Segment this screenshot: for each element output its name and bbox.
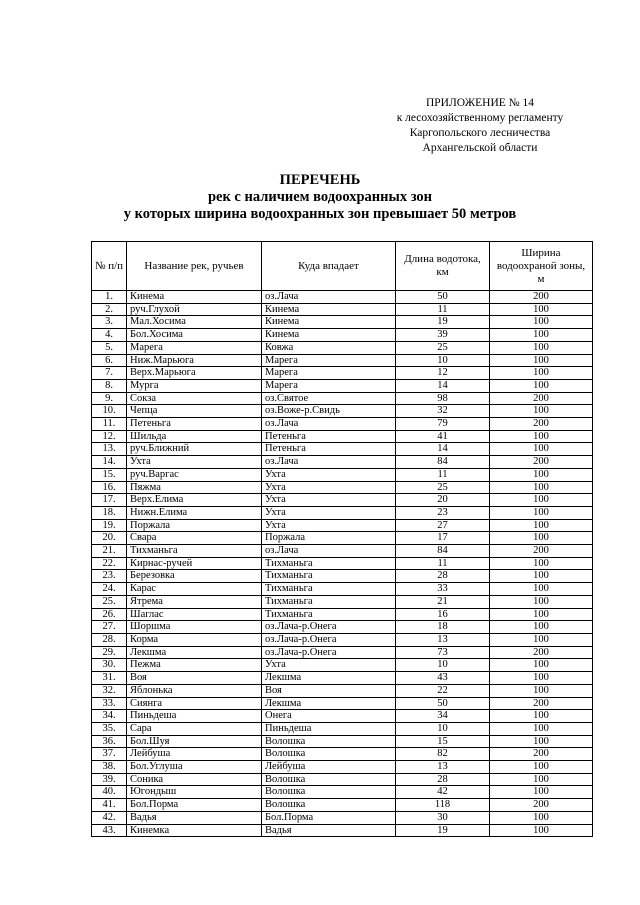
cell-length: 16 [396, 608, 490, 621]
cell-number: 35. [92, 722, 127, 735]
cell-width: 100 [490, 354, 593, 367]
cell-river-name: Шильда [127, 430, 262, 443]
table-row [92, 735, 593, 748]
cell-outflow: Ухта [262, 659, 396, 672]
table-row [92, 722, 593, 735]
column-header-name: Название рек, ручьев [127, 242, 262, 291]
cell-river-name: Шоршма [127, 621, 262, 634]
cell-length: 118 [396, 799, 490, 812]
cell-outflow: Волошка [262, 773, 396, 786]
appendix-line-3: Архангельской области [422, 142, 538, 154]
table-row [92, 418, 593, 431]
table-row [92, 354, 593, 367]
table-row [92, 646, 593, 659]
cell-width: 100 [490, 621, 593, 634]
cell-number: 24. [92, 583, 127, 596]
cell-width: 100 [490, 494, 593, 507]
table-row [92, 557, 593, 570]
cell-number: 14. [92, 456, 127, 469]
cell-river-name: Нижн.Елима [127, 506, 262, 519]
cell-outflow: Ухта [262, 506, 396, 519]
cell-number: 4. [92, 329, 127, 342]
column-header-outflow: Куда впадает [262, 242, 396, 291]
cell-number: 5. [92, 341, 127, 354]
cell-length: 27 [396, 519, 490, 532]
table-row [92, 392, 593, 405]
cell-outflow: оз.Лача [262, 545, 396, 558]
cell-outflow: оз.Лача-р.Онега [262, 621, 396, 634]
table-row [92, 532, 593, 545]
cell-width: 100 [490, 379, 593, 392]
cell-length: 84 [396, 545, 490, 558]
cell-width: 100 [490, 329, 593, 342]
table-row [92, 494, 593, 507]
cell-width: 100 [490, 608, 593, 621]
cell-number: 23. [92, 570, 127, 583]
cell-river-name: Ухта [127, 456, 262, 469]
table-row [92, 481, 593, 494]
cell-number: 6. [92, 354, 127, 367]
cell-river-name: Лекшма [127, 646, 262, 659]
cell-width: 200 [490, 697, 593, 710]
cell-river-name: Карас [127, 583, 262, 596]
cell-width: 100 [490, 367, 593, 380]
cell-outflow: Тихманьга [262, 570, 396, 583]
cell-river-name: руч.Глухой [127, 303, 262, 316]
column-header-length: Длина водотока, км [396, 242, 490, 291]
cell-outflow: оз.Воже-р.Свидь [262, 405, 396, 418]
cell-outflow: Волошка [262, 786, 396, 799]
table-row [92, 545, 593, 558]
cell-number: 39. [92, 773, 127, 786]
cell-number: 17. [92, 494, 127, 507]
cell-width: 100 [490, 557, 593, 570]
cell-width: 200 [490, 646, 593, 659]
cell-width: 100 [490, 811, 593, 824]
cell-number: 43. [92, 824, 127, 837]
cell-river-name: Верх.Елима [127, 494, 262, 507]
cell-length: 25 [396, 341, 490, 354]
cell-number: 12. [92, 430, 127, 443]
cell-width: 100 [490, 443, 593, 456]
cell-width: 100 [490, 481, 593, 494]
cell-length: 11 [396, 557, 490, 570]
cell-river-name: Мал.Хосима [127, 316, 262, 329]
cell-width: 100 [490, 684, 593, 697]
cell-number: 38. [92, 761, 127, 774]
cell-outflow: оз.Лача-р.Онега [262, 633, 396, 646]
cell-length: 42 [396, 786, 490, 799]
cell-river-name: Ятрема [127, 595, 262, 608]
cell-outflow: Кинема [262, 329, 396, 342]
cell-length: 10 [396, 354, 490, 367]
cell-outflow: Вадья [262, 824, 396, 837]
cell-number: 37. [92, 748, 127, 761]
cell-river-name: Кирнас-ручей [127, 557, 262, 570]
cell-outflow: Волошка [262, 748, 396, 761]
cell-width: 100 [490, 583, 593, 596]
cell-number: 40. [92, 786, 127, 799]
cell-length: 41 [396, 430, 490, 443]
cell-river-name: Пежма [127, 659, 262, 672]
table-row [92, 341, 593, 354]
cell-number: 36. [92, 735, 127, 748]
cell-width: 100 [490, 341, 593, 354]
cell-river-name: Корма [127, 633, 262, 646]
cell-number: 8. [92, 379, 127, 392]
cell-outflow: Поржала [262, 532, 396, 545]
cell-number: 25. [92, 595, 127, 608]
table-row [92, 595, 593, 608]
cell-river-name: Верх.Марьюга [127, 367, 262, 380]
cell-river-name: Бол.Хосима [127, 329, 262, 342]
cell-number: 27. [92, 621, 127, 634]
table-row [92, 697, 593, 710]
cell-length: 17 [396, 532, 490, 545]
cell-number: 34. [92, 710, 127, 723]
cell-outflow: Тихманьга [262, 583, 396, 596]
table-row [92, 405, 593, 418]
table-row [92, 430, 593, 443]
cell-outflow: Пиньдеша [262, 722, 396, 735]
table-row [92, 621, 593, 634]
table-row [92, 799, 593, 812]
table-row [92, 303, 593, 316]
table-row [92, 583, 593, 596]
cell-width: 100 [490, 316, 593, 329]
cell-number: 1. [92, 291, 127, 304]
cell-outflow: Лейбуша [262, 761, 396, 774]
cell-length: 11 [396, 468, 490, 481]
cell-number: 21. [92, 545, 127, 558]
document-title [60, 172, 580, 223]
cell-width: 200 [490, 748, 593, 761]
cell-outflow: Петеньга [262, 430, 396, 443]
cell-outflow: Тихманьга [262, 557, 396, 570]
table-row [92, 316, 593, 329]
cell-width: 100 [490, 672, 593, 685]
cell-width: 100 [490, 633, 593, 646]
cell-outflow: Воя [262, 684, 396, 697]
cell-length: 15 [396, 735, 490, 748]
cell-width: 100 [490, 735, 593, 748]
cell-river-name: Шаглас [127, 608, 262, 621]
table-row [92, 367, 593, 380]
cell-number: 9. [92, 392, 127, 405]
cell-width: 200 [490, 392, 593, 405]
cell-river-name: Ниж.Марьюга [127, 354, 262, 367]
cell-outflow: оз.Лача [262, 291, 396, 304]
table-row [92, 329, 593, 342]
column-header-width: Ширина водоохраной зоны, м [490, 242, 593, 291]
cell-width: 100 [490, 595, 593, 608]
cell-river-name: Поржала [127, 519, 262, 532]
table-row [92, 761, 593, 774]
appendix-number: ПРИЛОЖЕНИЕ № 14 [425, 97, 534, 109]
cell-outflow: Бол.Порма [262, 811, 396, 824]
cell-river-name: Соника [127, 773, 262, 786]
cell-length: 13 [396, 633, 490, 646]
cell-number: 32. [92, 684, 127, 697]
cell-length: 32 [396, 405, 490, 418]
cell-outflow: Тихманьга [262, 595, 396, 608]
cell-width: 100 [490, 722, 593, 735]
table-row [92, 570, 593, 583]
cell-outflow: Ухта [262, 494, 396, 507]
table-header-row [92, 242, 593, 291]
cell-river-name: Лейбуша [127, 748, 262, 761]
table-row [92, 379, 593, 392]
cell-number: 7. [92, 367, 127, 380]
cell-river-name: Бол.Шуя [127, 735, 262, 748]
cell-number: 3. [92, 316, 127, 329]
cell-outflow: Онега [262, 710, 396, 723]
cell-width: 100 [490, 303, 593, 316]
cell-number: 42. [92, 811, 127, 824]
cell-river-name: руч.Ближний [127, 443, 262, 456]
cell-river-name: Кинема [127, 291, 262, 304]
cell-outflow: Марега [262, 379, 396, 392]
cell-length: 43 [396, 672, 490, 685]
cell-number: 26. [92, 608, 127, 621]
cell-outflow: Лекшма [262, 672, 396, 685]
cell-number: 20. [92, 532, 127, 545]
table-row [92, 456, 593, 469]
cell-length: 10 [396, 659, 490, 672]
cell-width: 100 [490, 405, 593, 418]
cell-length: 12 [396, 367, 490, 380]
appendix-header [360, 96, 600, 156]
title-line-2: рек с наличием водоохранных зон [207, 189, 433, 205]
cell-length: 25 [396, 481, 490, 494]
cell-river-name: Сиянга [127, 697, 262, 710]
cell-river-name: Бол.Порма [127, 799, 262, 812]
cell-river-name: руч.Варгас [127, 468, 262, 481]
table-body [92, 291, 593, 837]
cell-length: 22 [396, 684, 490, 697]
cell-length: 13 [396, 761, 490, 774]
cell-river-name: Тихманьга [127, 545, 262, 558]
cell-river-name: Березовка [127, 570, 262, 583]
cell-length: 21 [396, 595, 490, 608]
cell-length: 50 [396, 291, 490, 304]
cell-outflow: Марега [262, 354, 396, 367]
cell-outflow: оз.Лача-р.Онега [262, 646, 396, 659]
cell-width: 100 [490, 710, 593, 723]
cell-river-name: Свара [127, 532, 262, 545]
cell-width: 200 [490, 418, 593, 431]
cell-length: 20 [396, 494, 490, 507]
cell-width: 100 [490, 659, 593, 672]
title-line-3: у которых ширина водоохранных зон превышает 50 метров [123, 206, 517, 222]
cell-number: 29. [92, 646, 127, 659]
cell-outflow: оз.Лача [262, 456, 396, 469]
cell-number: 19. [92, 519, 127, 532]
cell-outflow: Ухта [262, 519, 396, 532]
cell-length: 84 [396, 456, 490, 469]
appendix-line-1: к лесохозяйственному регламенту [396, 112, 564, 124]
cell-river-name: Кинемка [127, 824, 262, 837]
table-row [92, 786, 593, 799]
rivers-table [91, 241, 593, 837]
table-row [92, 633, 593, 646]
cell-width: 200 [490, 545, 593, 558]
cell-river-name: Петеньга [127, 418, 262, 431]
cell-width: 100 [490, 532, 593, 545]
cell-outflow: Волошка [262, 799, 396, 812]
cell-number: 41. [92, 799, 127, 812]
cell-length: 28 [396, 570, 490, 583]
cell-length: 28 [396, 773, 490, 786]
cell-outflow: Волошка [262, 735, 396, 748]
column-header-number: № п/п [92, 242, 127, 291]
cell-length: 10 [396, 722, 490, 735]
cell-length: 14 [396, 443, 490, 456]
table-row [92, 773, 593, 786]
cell-river-name: Пяжма [127, 481, 262, 494]
cell-outflow: Петеньга [262, 443, 396, 456]
table-row [92, 506, 593, 519]
cell-width: 100 [490, 761, 593, 774]
cell-river-name: Воя [127, 672, 262, 685]
table-row [92, 748, 593, 761]
cell-width: 200 [490, 291, 593, 304]
cell-number: 2. [92, 303, 127, 316]
cell-outflow: оз.Святое [262, 392, 396, 405]
cell-length: 19 [396, 824, 490, 837]
cell-number: 10. [92, 405, 127, 418]
cell-river-name: Югондыш [127, 786, 262, 799]
table-row [92, 519, 593, 532]
cell-river-name: Вадья [127, 811, 262, 824]
cell-length: 23 [396, 506, 490, 519]
cell-length: 73 [396, 646, 490, 659]
table-row [92, 468, 593, 481]
cell-number: 16. [92, 481, 127, 494]
cell-number: 13. [92, 443, 127, 456]
cell-width: 200 [490, 799, 593, 812]
table-row [92, 608, 593, 621]
cell-number: 28. [92, 633, 127, 646]
cell-length: 11 [396, 303, 490, 316]
cell-river-name: Сокза [127, 392, 262, 405]
cell-number: 18. [92, 506, 127, 519]
cell-river-name: Чепца [127, 405, 262, 418]
cell-river-name: Марега [127, 341, 262, 354]
table-row [92, 811, 593, 824]
appendix-line-2: Каргопольского лесничества [409, 127, 551, 139]
cell-number: 11. [92, 418, 127, 431]
cell-outflow: Лекшма [262, 697, 396, 710]
cell-number: 33. [92, 697, 127, 710]
cell-number: 31. [92, 672, 127, 685]
cell-length: 33 [396, 583, 490, 596]
table-row [92, 672, 593, 685]
cell-river-name: Мурга [127, 379, 262, 392]
table-row [92, 684, 593, 697]
cell-length: 39 [396, 329, 490, 342]
cell-length: 98 [396, 392, 490, 405]
table-row [92, 659, 593, 672]
cell-river-name: Пиньдеша [127, 710, 262, 723]
table-row [92, 291, 593, 304]
cell-length: 19 [396, 316, 490, 329]
cell-width: 200 [490, 456, 593, 469]
cell-width: 100 [490, 430, 593, 443]
cell-length: 34 [396, 710, 490, 723]
table-row [92, 824, 593, 837]
cell-length: 50 [396, 697, 490, 710]
cell-width: 100 [490, 570, 593, 583]
cell-width: 100 [490, 519, 593, 532]
cell-length: 82 [396, 748, 490, 761]
cell-width: 100 [490, 824, 593, 837]
cell-width: 100 [490, 773, 593, 786]
cell-width: 100 [490, 468, 593, 481]
cell-length: 30 [396, 811, 490, 824]
cell-width: 100 [490, 506, 593, 519]
cell-river-name: Бол.Углуша [127, 761, 262, 774]
title-line-1: ПЕРЕЧЕНЬ [279, 172, 361, 188]
table-row [92, 443, 593, 456]
cell-outflow: Кинема [262, 303, 396, 316]
cell-outflow: оз.Лача [262, 418, 396, 431]
cell-outflow: Тихманьга [262, 608, 396, 621]
table-row [92, 710, 593, 723]
cell-length: 79 [396, 418, 490, 431]
cell-river-name: Яблонька [127, 684, 262, 697]
cell-outflow: Марега [262, 367, 396, 380]
cell-number: 30. [92, 659, 127, 672]
cell-number: 15. [92, 468, 127, 481]
cell-length: 14 [396, 379, 490, 392]
cell-outflow: Ухта [262, 468, 396, 481]
cell-outflow: Ковжа [262, 341, 396, 354]
cell-outflow: Кинема [262, 316, 396, 329]
cell-river-name: Сара [127, 722, 262, 735]
cell-number: 22. [92, 557, 127, 570]
cell-length: 18 [396, 621, 490, 634]
cell-width: 100 [490, 786, 593, 799]
cell-outflow: Ухта [262, 481, 396, 494]
